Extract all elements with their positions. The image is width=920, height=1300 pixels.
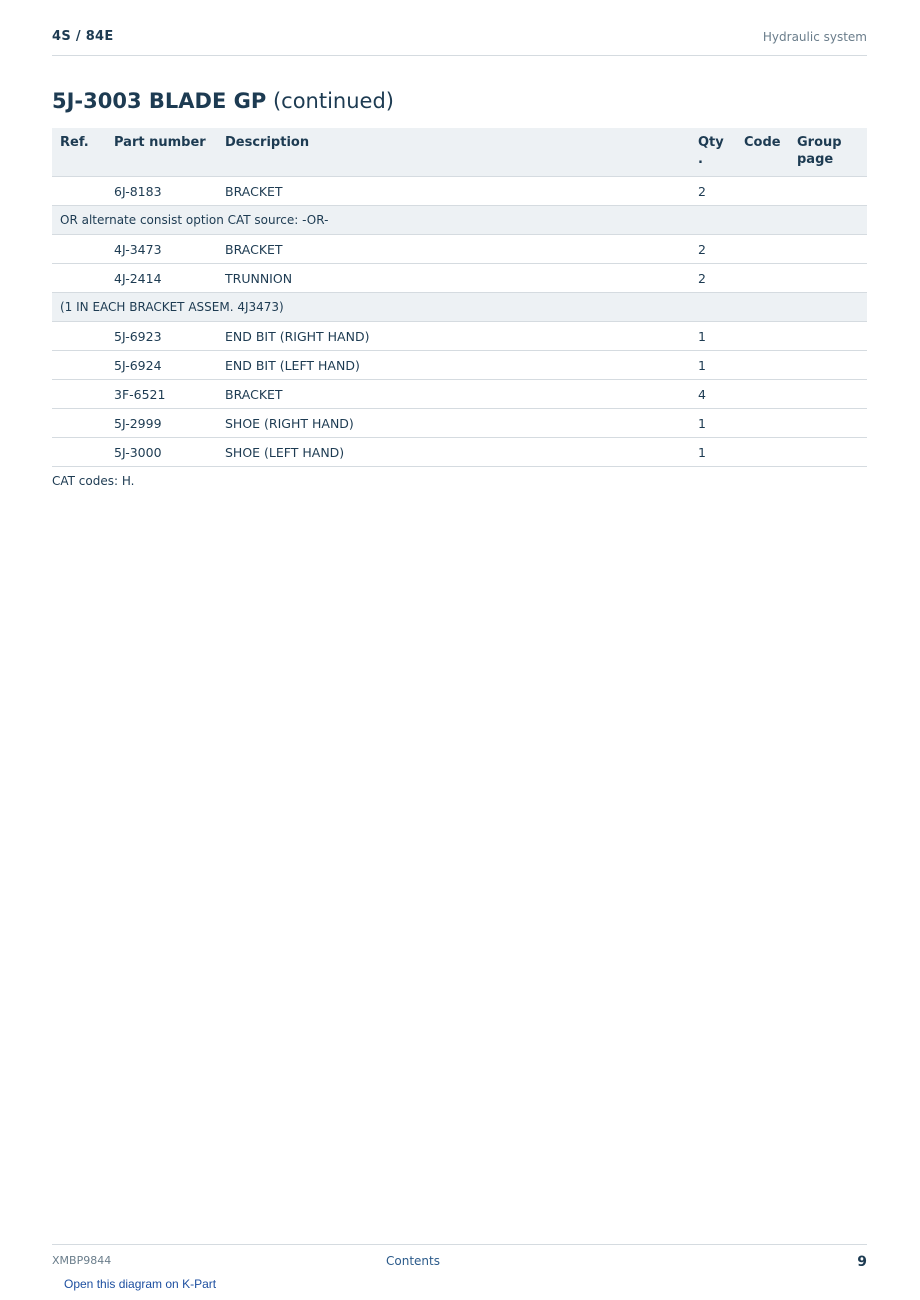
table-row [52,351,867,380]
section-name: Hydraulic system [762,30,867,44]
table-row [52,235,867,264]
table-row [52,264,867,293]
group-header-line1: Group [797,135,842,150]
cell-group-page [797,438,867,467]
model-breadcrumb: 4S / 84E [52,29,114,44]
cell-ref [52,322,114,351]
col-code-header: Code [744,128,797,177]
cell-part-number: 3F-6521 [114,380,225,409]
cell-ref [52,438,114,467]
col-description-header: Description [225,128,698,177]
table-row [52,322,867,351]
cell-description: END BIT (LEFT HAND) [225,351,698,380]
cell-description: SHOE (LEFT HAND) [225,438,698,467]
cell-qty: 1 [698,322,744,351]
cell-qty: 1 [698,438,744,467]
table-row [52,380,867,409]
col-part-number-header: Part number [114,128,225,177]
cell-group-page [797,322,867,351]
cell-group-page [797,177,867,206]
table-header-row [52,128,867,177]
cell-code [744,264,797,293]
open-kpart-link[interactable]: Open this diagram on K-Part [64,1277,217,1291]
cell-code [744,380,797,409]
page-header [52,29,867,56]
cell-qty: 2 [698,264,744,293]
table-row [52,177,867,206]
table-row [52,409,867,438]
cell-qty: 2 [698,177,744,206]
cell-group-page [797,264,867,293]
col-qty-header [698,128,744,177]
cell-group-page [797,409,867,438]
contents-link[interactable]: Contents [386,1254,440,1268]
cell-code [744,409,797,438]
cell-description: TRUNNION [225,264,698,293]
table-row [52,438,867,467]
cell-ref [52,351,114,380]
cell-part-number: 4J-2414 [114,264,225,293]
cell-ref [52,264,114,293]
page-title [52,89,394,113]
cell-group-page [797,235,867,264]
document-id: XMBP9844 [52,1254,112,1267]
page-footer [52,1244,867,1275]
col-ref-header: Ref. [52,128,114,177]
cell-group-page [797,351,867,380]
cell-qty: 1 [698,409,744,438]
group-title: 5J-3003 BLADE GP [52,89,267,113]
cell-qty: 1 [698,351,744,380]
cell-code [744,177,797,206]
col-group-page-header [797,128,867,177]
cell-description: BRACKET [225,235,698,264]
cell-code [744,322,797,351]
cell-description: SHOE (RIGHT HAND) [225,409,698,438]
cell-part-number: 5J-6923 [114,322,225,351]
note-text: OR alternate consist option CAT source: -OR- [52,206,867,235]
cell-description: BRACKET [225,177,698,206]
cell-code [744,351,797,380]
cell-description: BRACKET [225,380,698,409]
cell-part-number: 6J-8183 [114,177,225,206]
cell-part-number: 5J-3000 [114,438,225,467]
cell-qty: 4 [698,380,744,409]
cell-code [744,235,797,264]
title-suffix: (continued) [272,89,394,113]
table-note-row [52,293,867,322]
cell-part-number: 4J-3473 [114,235,225,264]
cell-part-number: 5J-6924 [114,351,225,380]
cell-ref [52,177,114,206]
parts-table [52,128,867,467]
cell-part-number: 5J-2999 [114,409,225,438]
note-text: (1 IN EACH BRACKET ASSEM. 4J3473) [52,293,867,322]
table-note-row [52,206,867,235]
qty-header-line2: . [698,152,703,167]
page-number: 9 [857,1254,867,1270]
cat-codes-note: CAT codes: H. [52,474,135,488]
cell-qty: 2 [698,235,744,264]
cell-ref [52,235,114,264]
cell-code [744,438,797,467]
cell-group-page [797,380,867,409]
cell-ref [52,409,114,438]
group-header-line2: page [797,152,834,167]
qty-header-line1: Qty [698,135,724,150]
cell-ref [52,380,114,409]
cell-description: END BIT (RIGHT HAND) [225,322,698,351]
